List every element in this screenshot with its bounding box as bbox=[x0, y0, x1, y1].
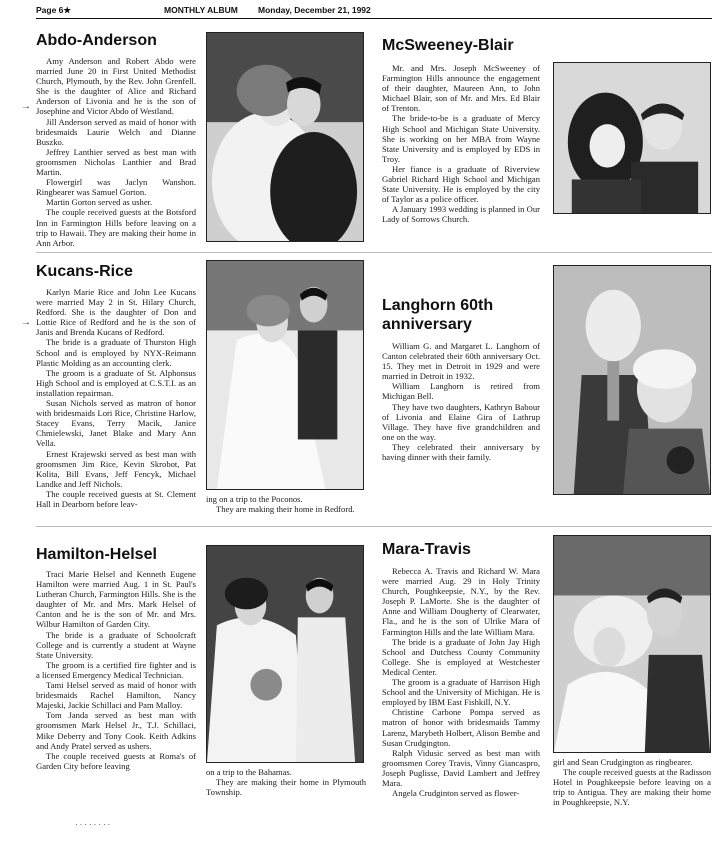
abdo-paragraph: Jeffrey Lanthier served as best man with groomsmen Nicholas Lanthier and Brad Martin. bbox=[36, 146, 196, 178]
hamilton-paragraph: Tom Janda served as best man with groomsmen Mark Helsel Jr., T.J. Schillaci, Mike Deberry and Tony Cook. Keith Adkins and Andy Pratel served as ushers. bbox=[36, 710, 196, 751]
langhorn-paragraph: They have two daughters, Kathryn Babour of Livonia and Elaine Gira of Lathrup Village. They have five grandchildren and one on the way. bbox=[382, 401, 540, 442]
abdo-paragraph: Jill Anderson served as maid of honor with bridesmaids Laurie Welch and Dianne Buszko. bbox=[36, 116, 196, 147]
abdo-paragraph: Amy Anderson and Robert Abdo were married June 20 in First United Methodist Church, Plymouth, by the Rev. John Grenfell. She is the daughter of Alice and Richard Anderson of Livonia and he is the son of Josephine and Victor Abdo of Westland. bbox=[36, 56, 196, 117]
abdo-headline: Abdo-Anderson bbox=[36, 32, 157, 49]
kucans-paragraph: The couple received guests at St. Clement Hall in Dearborn before leav- bbox=[36, 488, 196, 509]
mara-paragraph: Ralph Vidusic served as best man with groomsmen Corey Travis, Vinny Giancaspro, Joseph Puglisse, David Lambert and Jeffrey Mara. bbox=[382, 747, 540, 788]
section-name: MONTHLY ALBUM bbox=[164, 5, 238, 15]
kucans-paragraph: Susan Nichols served as matron of honor with bridesmaids Lori Rice, Christine Harlow, Stacey Evans, Terry Macik, Janice Chmielewski, Janet Blake and Mary Ann Vella. bbox=[36, 398, 196, 449]
hamilton-helsel-photo bbox=[206, 545, 364, 763]
mara-article-body bbox=[382, 566, 540, 798]
dotted-rule-icon: ········ bbox=[75, 820, 113, 829]
hamilton-paragraph: The bride is a graduate of Schoolcraft College and is currently a student at Wayne State University. bbox=[36, 629, 196, 660]
mara-paragraph: The bride is a graduate of John Jay High School and Dutchess County Community College. She is employed at Westchester Medical Center. bbox=[382, 636, 540, 677]
kucans-paragraph: Ernest Krajewski served as best man with groomsmen Jim Rice, Kevin Skrobot, Pat Kolita, Bill Evans, Jeff Fencyk, Michael Landke and Jeff Nichols. bbox=[36, 448, 196, 489]
hamilton-continuation bbox=[206, 767, 366, 797]
kucans-continuation bbox=[206, 494, 366, 514]
hamilton-paragraph: The couple received guests at Roma's of Garden City before leaving bbox=[36, 750, 196, 771]
hamilton-paragraph: on a trip to the Bahamas. bbox=[206, 767, 292, 777]
mcsweeney-paragraph: Her fiance is a graduate of Riverview Gabriel Richard High School and Michigan State University. He is employed by the city of Taylor as a police officer. bbox=[382, 163, 540, 205]
row-divider bbox=[36, 252, 712, 253]
mara-continuation bbox=[553, 757, 711, 807]
hamilton-paragraph: Tami Helsel served as maid of honor with bridesmaids Rachel Hamilton, Nancy Majeski, Jackie Schillaci and Pam Malloy. bbox=[36, 680, 196, 711]
langhorn-article-body bbox=[382, 341, 540, 462]
hamilton-headline: Hamilton-Helsel bbox=[36, 546, 157, 563]
kucans-paragraph: ing on a trip to the Poconos. bbox=[206, 494, 303, 504]
kucans-paragraph: They are making their home in Redford. bbox=[216, 504, 355, 515]
mcsweeney-headline: McSweeney-Blair bbox=[382, 37, 514, 54]
mara-paragraph: Angela Crudginton served as flower- bbox=[392, 788, 520, 799]
mara-travis-photo bbox=[553, 535, 711, 753]
langhorn-photo bbox=[553, 265, 711, 495]
margin-arrow-icon: → bbox=[21, 101, 31, 112]
mara-paragraph: The couple received guests at the Radisson Hotel in Poughkeepsie before leaving on a trip to Antigua. They are making their home in Poughkeepsie, N.Y. bbox=[553, 767, 711, 808]
mara-paragraph: Christine Carbone Pompa served as matron of honor with bridesmaids Tammy Larenz, Marybeth Holbert, Alison Bembe and Susan Crudgington. bbox=[382, 707, 540, 748]
abdo-paragraph: The couple received guests at the Botsford Inn in Farmington Hills before leaving on a trip to Hawaii. They are making their home in Ann Arbor. bbox=[36, 207, 196, 248]
abdo-paragraph: Flowergirl was Jaclyn Wanshon. Ringbearer was Samuel Gorton. bbox=[36, 177, 196, 198]
margin-arrow-icon: → bbox=[21, 317, 31, 328]
kucans-paragraph: The groom is a graduate of St. Alphonsus High School and is employed at C.S.T.I. as an installation repairman. bbox=[36, 367, 196, 398]
mara-headline: Mara-Travis bbox=[382, 541, 471, 558]
row-divider bbox=[36, 526, 712, 527]
masthead bbox=[36, 3, 712, 17]
hamilton-paragraph: Traci Marie Helsel and Kenneth Eugene Hamilton were married Aug. 1 in St. Paul's Lutheran Church, Farmington Hills. She is the daughter of Mr. and Mrs. Mark Helsel of Canton and he is the son of Mr. and Mrs. Wilbur Hamilton of Garden City. bbox=[36, 569, 196, 630]
langhorn-headline bbox=[382, 296, 493, 334]
kucans-paragraph: Karlyn Marie Rice and John Lee Kucans were married May 2 in St. Hilary Church, Redford. She is the daughter of Don and Lottie Rice of Redford and he is the son of Janis and Brenda Kucans of Redford. bbox=[36, 287, 196, 338]
mcsweeney-article-body bbox=[382, 63, 540, 225]
langhorn-headline-line: Langhorn 60th bbox=[382, 297, 494, 314]
mara-paragraph: girl and Sean Crudgington as ringbearer. bbox=[553, 757, 693, 767]
langhorn-paragraph: William Langhorn is retired from Michigan Bell. bbox=[382, 381, 540, 402]
kucans-headline: Kucans-Rice bbox=[36, 263, 133, 280]
abdo-paragraph: Martin Gorton served as usher. bbox=[46, 197, 153, 208]
abdo-article-body bbox=[36, 56, 196, 248]
hamilton-article-body bbox=[36, 569, 196, 771]
issue-date: Monday, December 21, 1992 bbox=[258, 5, 371, 15]
kucans-article-body bbox=[36, 287, 196, 509]
langhorn-paragraph: William G. and Margaret L. Langhorn of Canton celebrated their 60th anniversary Oct. 15. They met in Detroit in 1929 and were married in Detroit in 1932. bbox=[382, 341, 540, 382]
langhorn-headline-line: anniversary bbox=[382, 316, 472, 333]
hamilton-paragraph: They are making their home in Plymouth Township. bbox=[206, 777, 366, 798]
mcsweeney-paragraph: A January 1993 wedding is planned in Our Lady of Sorrows Church. bbox=[382, 204, 540, 225]
masthead-rule bbox=[36, 18, 712, 19]
mcsweeney-blair-photo bbox=[553, 62, 711, 214]
langhorn-paragraph: They celebrated their anniversary by having dinner with their family. bbox=[382, 441, 540, 463]
abdo-anderson-photo bbox=[206, 32, 364, 242]
mcsweeney-paragraph: Mr. and Mrs. Joseph McSweeney of Farmington Hills announce the engagement of their daughter, Maureen Ann, to John Michael Blair, son of Mr. and Mrs. Ed Blair of Trenton. bbox=[382, 63, 540, 114]
kucans-paragraph: The bride is a graduate of Thurston High School and is employed by NYX-Reimann Plastic Molding as an accounting clerk. bbox=[36, 337, 196, 368]
mara-paragraph: The groom is a graduate of Harrison High School and the University of Michigan. He is employed by IBM East Fishkill, N.Y. bbox=[382, 677, 540, 708]
mcsweeney-paragraph: The bride-to-be is a graduate of Mercy High School and Michigan State University. She is working on her MBA from Wayne State University and is employed by EDS in Troy. bbox=[382, 113, 540, 164]
mara-paragraph: Rebecca A. Travis and Richard W. Mara were married Aug. 29 in Holy Trinity Church, Poughkeepsie, N.Y., by the Rev. Joseph P. LaMorte. She is the daughter of Anne and William Dougherty of Clearwater, Fla., and he is the son of Ulrike Mara of Farmington Hills and the late William Mara. bbox=[382, 566, 540, 637]
kucans-rice-photo bbox=[206, 260, 364, 490]
page-number: Page 6★ bbox=[36, 5, 72, 15]
hamilton-paragraph: The groom is a certified fire fighter and is a licensed Emergency Medical Technician. bbox=[36, 659, 196, 680]
